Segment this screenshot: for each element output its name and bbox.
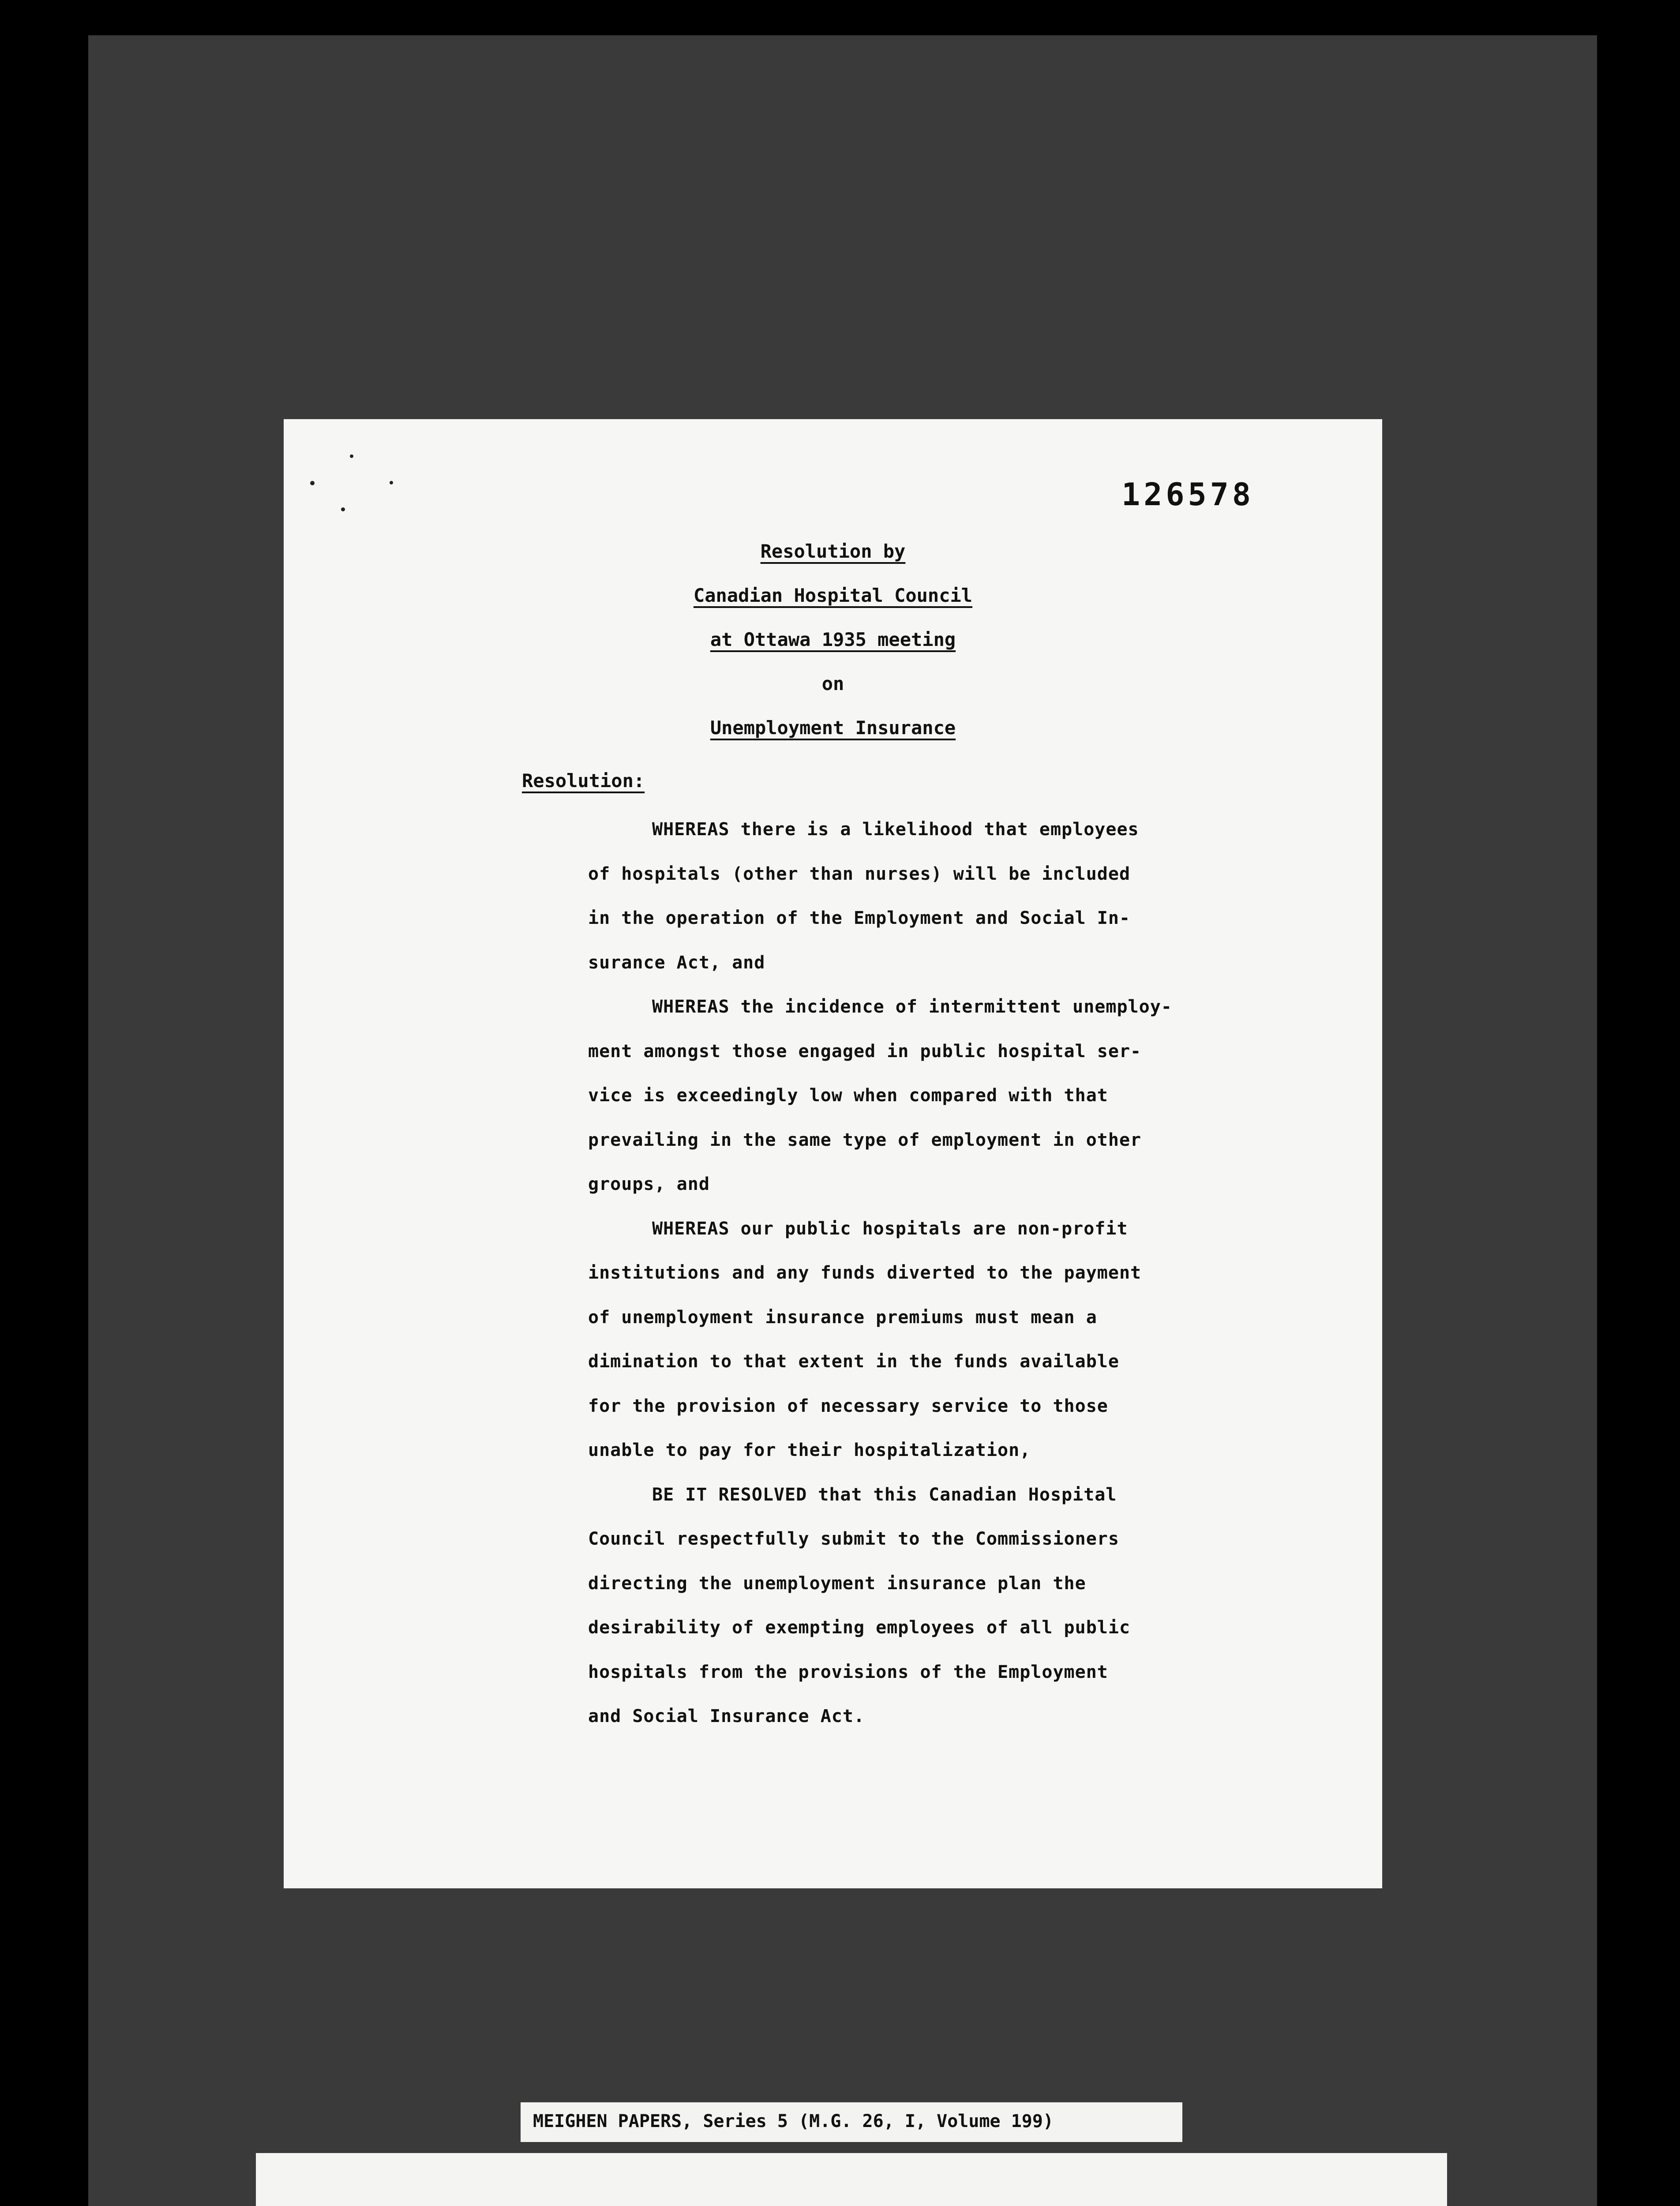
film-speck (350, 454, 353, 458)
body-line: surance Act, and (588, 952, 765, 973)
body-line: directing the unemployment insurance plan the (588, 1573, 1086, 1594)
body-line: and Social Insurance Act. (588, 1706, 865, 1726)
body-line: in the operation of the Employment and Social In- (588, 908, 1131, 928)
body-line: WHEREAS our public hospitals are non-profit (652, 1218, 1128, 1239)
resolution-body (588, 807, 1285, 1739)
body-line: WHEREAS there is a likelihood that employees (652, 819, 1139, 840)
heading-line-1: Resolution by (760, 540, 906, 562)
body-line: institutions and any funds diverted to the payment (588, 1263, 1142, 1283)
body-line: of unemployment insurance premiums must mean a (588, 1307, 1097, 1328)
document-number: 126578 (1121, 476, 1254, 513)
body-line: WHEREAS the incidence of intermittent unemploy- (652, 997, 1172, 1017)
heading-line-2: Canadian Hospital Council (693, 585, 973, 606)
reference-label: MEIGHEN PAPERS, Series 5 (M.G. 26, I, Volume 199) (521, 2102, 1182, 2142)
title-block (284, 529, 1382, 750)
film-speck (341, 507, 345, 511)
film-speck (390, 481, 393, 484)
body-line: dimination to that extent in the funds available (588, 1351, 1119, 1372)
body-line: unable to pay for their hospitalization, (588, 1440, 1031, 1460)
body-line: for the provision of necessary service to those (588, 1396, 1108, 1416)
heading-line-5: Unemployment Insurance (710, 717, 956, 739)
resolution-label: Resolution: (522, 770, 645, 792)
body-line: vice is exceedingly low when compared with that (588, 1085, 1108, 1106)
heading-line-3: at Ottawa 1935 meeting (710, 629, 956, 650)
heading-line-4: on (821, 673, 844, 694)
body-line: desirability of exempting employees of all public (588, 1617, 1131, 1638)
body-line: groups, and (588, 1174, 710, 1194)
body-line: of hospitals (other than nurses) will be included (588, 863, 1131, 884)
body-line: hospitals from the provisions of the Employment (588, 1662, 1108, 1682)
archive-stamp (256, 2153, 1447, 2206)
body-line: Council respectfully submit to the Commissioners (588, 1529, 1119, 1549)
body-line: ment amongst those engaged in public hospital ser- (588, 1041, 1142, 1062)
body-line: prevailing in the same type of employment in other (588, 1129, 1142, 1150)
document-sheet (284, 419, 1382, 1888)
body-line: BE IT RESOLVED that this Canadian Hospital (652, 1484, 1117, 1505)
film-speck (310, 481, 315, 485)
